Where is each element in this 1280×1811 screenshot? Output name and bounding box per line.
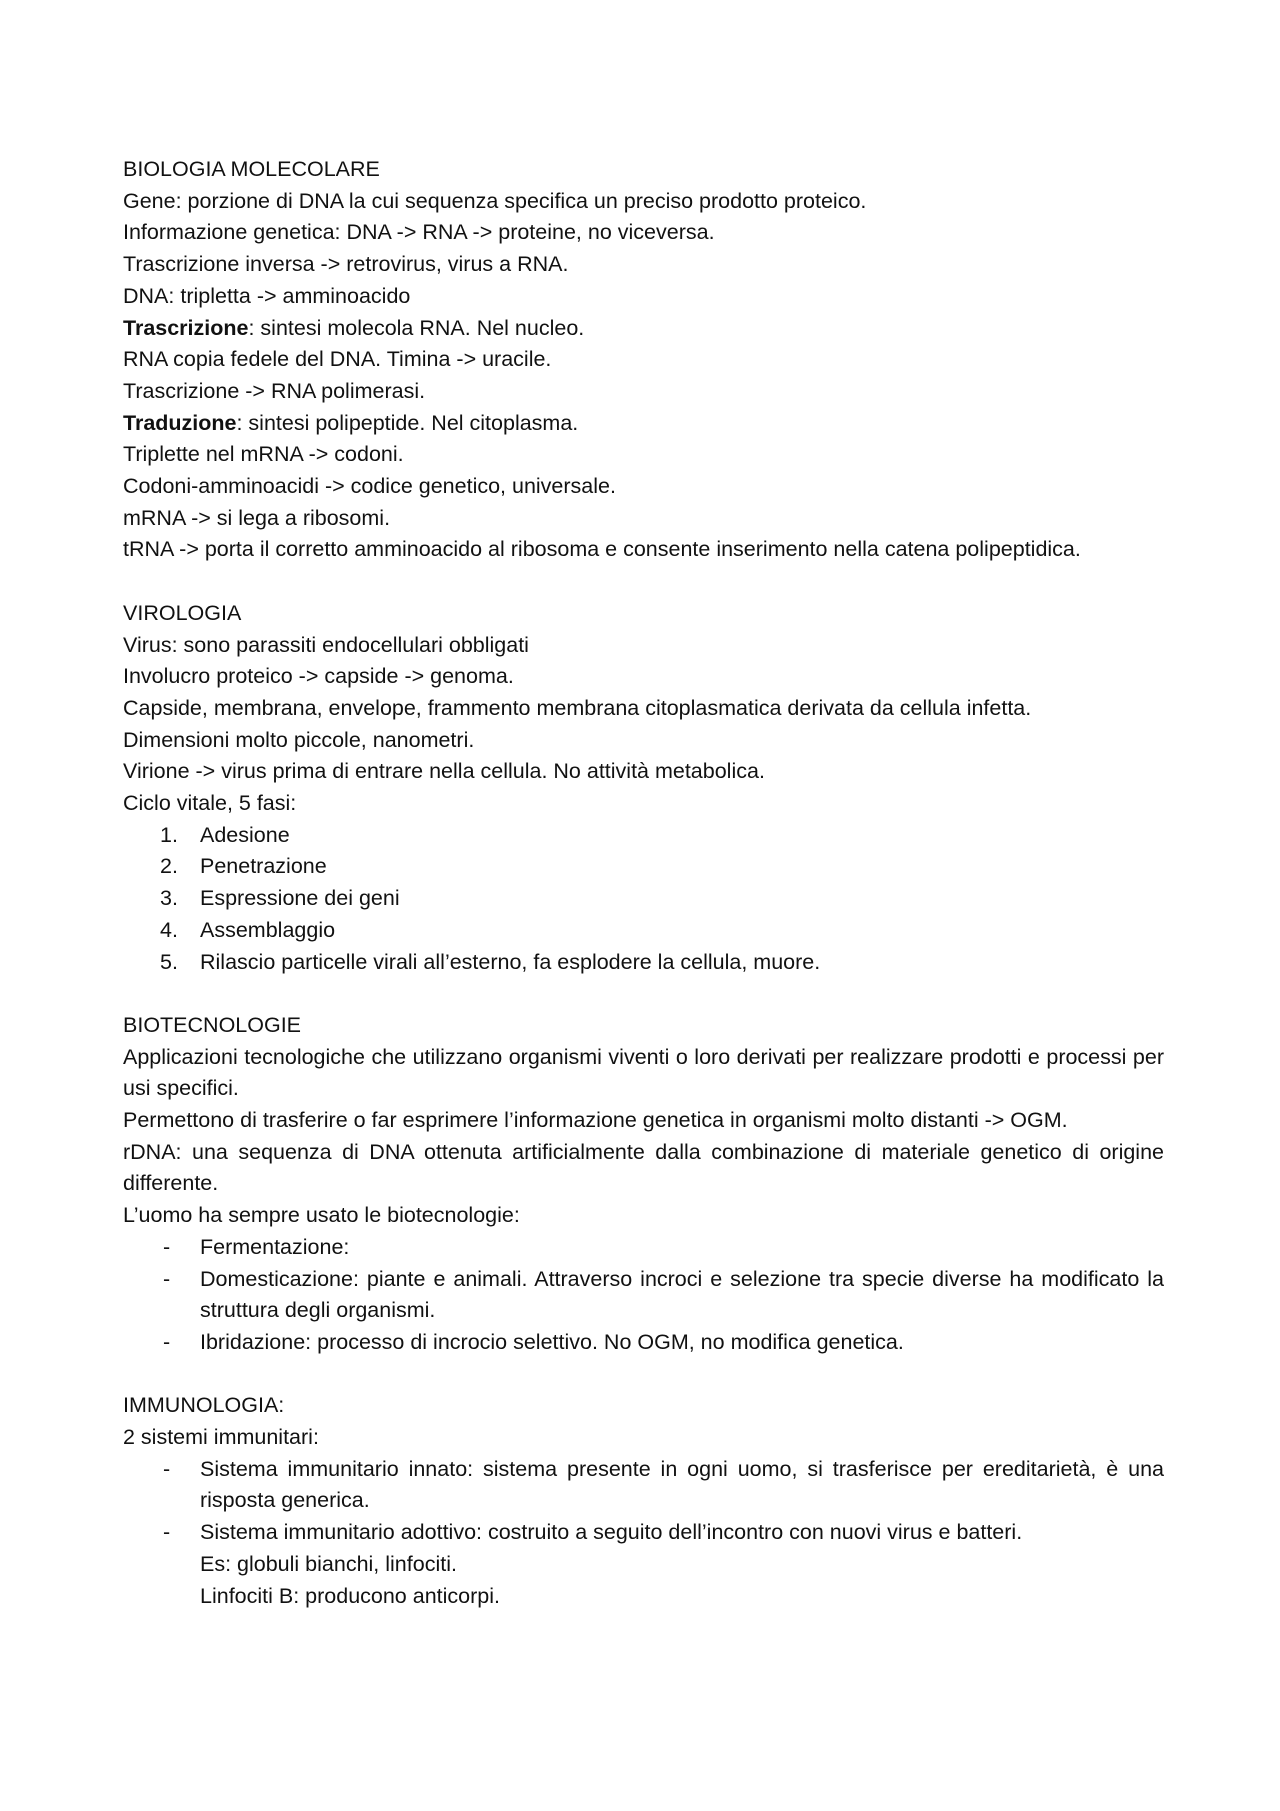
text-line: 2 sistemi immunitari: [123,1425,319,1450]
list-dash: - [163,1329,171,1354]
list-dash: - [163,1456,171,1481]
list-item-text: Adesione [200,822,290,847]
paragraph: tRNA -> porta il corretto amminoacido al ribosoma e consente inserimento nella catena polipeptidica. [123,537,1081,562]
spacer [123,1359,1164,1391]
list-item-text: Fermentazione: [200,1234,350,1259]
list-number: 1. [160,822,178,847]
text-line: Triplette nel mRNA -> codoni. [123,442,404,467]
text-line: Ciclo vitale, 5 fasi: [123,791,297,816]
section-immunologia [123,1390,1164,1612]
section-heading: BIOTECNOLOGIE [123,1012,302,1037]
list-item [123,820,1164,852]
text-line: mRNA -> si lega a ribosomi. [123,505,391,530]
term-definition: : sintesi molecola RNA. Nel nucleo. [248,315,585,340]
list-item-text: Assemblaggio [200,917,336,942]
text-line: RNA copia fedele del DNA. Timina -> uracile. [123,347,552,372]
text-line: Dimensioni molto piccole, nanometri. [123,727,475,752]
list-item [123,1232,1164,1264]
section-virologia [123,598,1164,978]
text-line: Trascrizione -> RNA polimerasi. [123,378,426,403]
immune-systems-list [123,1454,1164,1613]
text-line [123,313,1164,345]
list-number: 5. [160,949,178,974]
bold-term: Traduzione [123,410,237,435]
text-line [123,408,1164,440]
list-dash: - [163,1520,171,1545]
paragraph: Permettono di trasferire o far esprimere l’informazione genetica in organismi molto distanti -> OGM. [123,1108,1068,1133]
list-item [123,1327,1164,1359]
list-item-text: Penetrazione [200,854,327,879]
spacer [123,978,1164,1010]
section-heading: BIOLOGIA MOLECOLARE [123,157,380,181]
biotech-list [123,1232,1164,1359]
text-line: Informazione genetica: DNA -> RNA -> proteine, no viceversa. [123,220,715,245]
list-item-text: Domesticazione: piante e animali. Attraverso incroci e selezione tra specie diverse ha modificato la struttura degli organismi. [200,1266,1164,1323]
spacer [123,566,1164,598]
list-item [123,915,1164,947]
list-number: 3. [160,886,178,911]
list-item-text: Sistema immunitario adottivo: costruito a seguito dell’incontro con nuovi virus e batteri. [200,1520,1023,1545]
text-line: DNA: tripletta -> amminoacido [123,283,411,308]
paragraph: Applicazioni tecnologiche che utilizzano organismi viventi o loro derivati per realizzare prodotti e processi per usi specifici. [123,1044,1164,1101]
text-line: L’uomo ha sempre usato le biotecnologie: [123,1203,520,1228]
list-item-text: Ibridazione: processo di incrocio selettivo. No OGM, no modifica genetica. [200,1329,904,1354]
term-definition: : sintesi polipeptide. Nel citoplasma. [236,410,579,435]
list-item-text: Rilascio particelle virali all’esterno, fa esplodere la cellula, muore. [200,949,821,974]
list-item [123,1517,1164,1612]
list-number: 2. [160,854,178,879]
phases-list [123,820,1164,979]
list-item-text: Espressione dei geni [200,886,400,911]
text-line: Involucro proteico -> capside -> genoma. [123,664,514,689]
list-item [123,1264,1164,1327]
list-item [123,1454,1164,1517]
bold-term: Trascrizione [123,315,249,340]
text-line: Virione -> virus prima di entrare nella cellula. No attività metabolica. [123,759,765,784]
text-line: Gene: porzione di DNA la cui sequenza specifica un preciso prodotto proteico. [123,188,867,213]
section-heading: VIROLOGIA [123,600,242,625]
document-body [123,154,1164,1612]
list-item [123,883,1164,915]
section-biologia-molecolare [123,154,1164,566]
list-subline: Linfociti B: producono anticorpi. [200,1583,500,1608]
text-line: Codoni-amminoacidi -> codice genetico, universale. [123,474,616,499]
section-heading: IMMUNOLOGIA: [123,1393,285,1418]
section-biotecnologie [123,1010,1164,1359]
list-dash: - [163,1234,171,1259]
text-line: Virus: sono parassiti endocellulari obbligati [123,632,529,657]
list-subline: Es: globuli bianchi, linfociti. [200,1551,457,1576]
list-item-text: Sistema immunitario innato: sistema presente in ogni uomo, si trasferisce per ereditarietà, è una risposta generica. [200,1456,1164,1513]
list-item [123,947,1164,979]
list-dash: - [163,1266,171,1291]
list-number: 4. [160,917,178,942]
text-line: Trascrizione inversa -> retrovirus, virus a RNA. [123,252,569,277]
text-line: Capside, membrana, envelope, frammento membrana citoplasmatica derivata da cellula infetta. [123,695,1032,720]
paragraph: rDNA: una sequenza di DNA ottenuta artificialmente dalla combinazione di materiale genetico di origine differente. [123,1139,1164,1196]
list-item [123,851,1164,883]
